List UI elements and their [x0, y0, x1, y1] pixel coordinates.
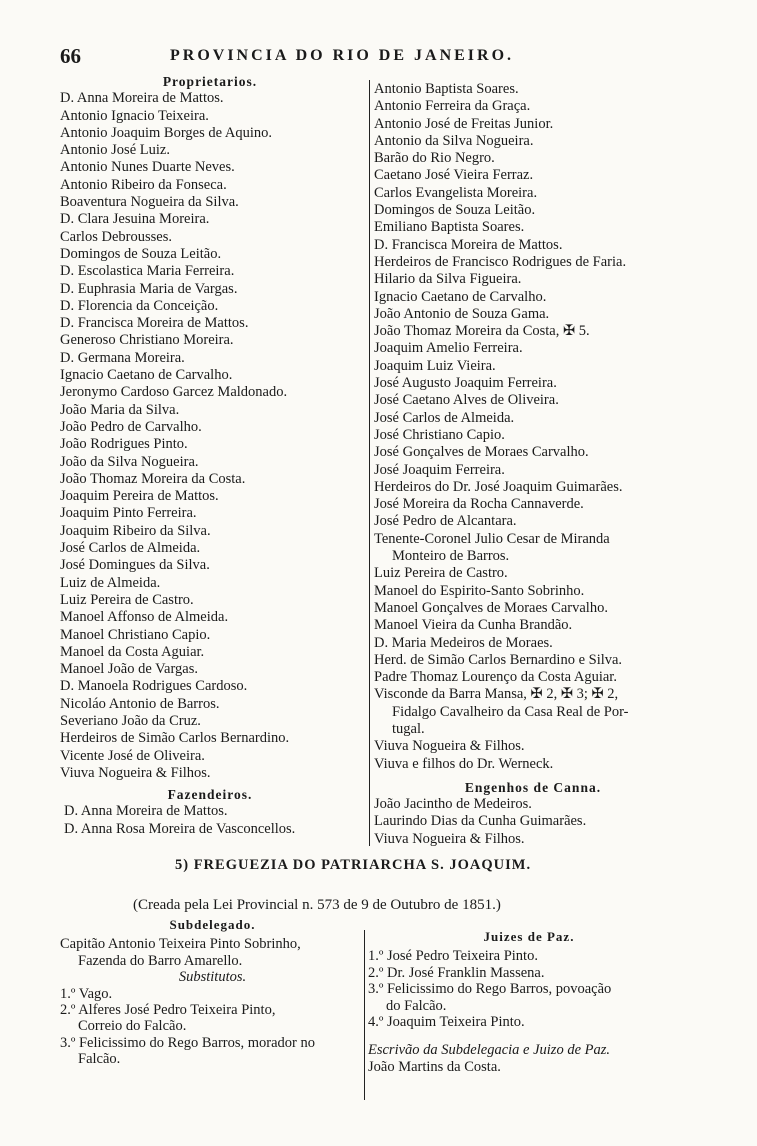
subdelegado-line: Capitão Antonio Teixeira Pinto Sobrinho,: [60, 936, 301, 953]
proprietario-entry: Tenente-Coronel Julio Cesar de Miranda: [374, 530, 610, 547]
proprietario-entry: Barão do Rio Negro.: [374, 150, 495, 167]
substituto-line: 3.º Felicissimo do Rego Barros, morador no: [60, 1034, 315, 1051]
proprietario-entry: Manoel da Costa Aguiar.: [60, 643, 205, 660]
proprietario-entry: Generoso Christiano Moreira.: [60, 332, 234, 349]
proprietario-entry: João Maria da Silva.: [60, 401, 180, 418]
fazendeiro-entry: D. Anna Rosa Moreira de Vasconcellos.: [64, 820, 296, 837]
proprietario-entry: Antonio Ribeiro da Fonseca.: [60, 176, 227, 193]
proprietario-entry: Viuva Nogueira & Filhos.: [374, 738, 525, 755]
proprietario-entry: Manoel Gonçalves de Moraes Carvalho.: [374, 599, 608, 616]
proprietario-entry: João Thomaz Moreira da Costa, ✠ 5.: [374, 323, 590, 340]
proprietario-entry: Boaventura Nogueira da Silva.: [60, 194, 239, 211]
proprietario-entry: Herdeiros de Simão Carlos Bernardino.: [60, 730, 290, 747]
fazendeiro-entry: D. Anna Moreira de Mattos.: [64, 803, 228, 820]
page-number: 66: [60, 44, 81, 68]
proprietario-entry: Antonio José Luiz.: [60, 142, 170, 159]
proprietario-entry: Vicente José de Oliveira.: [60, 747, 205, 764]
juizes-heading: Juizes de Paz.: [483, 929, 575, 944]
proprietario-entry: Hilario da Silva Figueira.: [374, 271, 522, 288]
proprietario-entry: Herdeiros de Francisco Rodrigues de Faria.: [374, 253, 627, 270]
proprietario-entry: Herd. de Simão Carlos Bernardino e Silva.: [374, 651, 623, 668]
proprietario-entry: José Joaquim Ferreira.: [374, 461, 505, 478]
proprietario-entry: Joaquim Ribeiro da Silva.: [60, 522, 211, 539]
proprietario-entry: Monteiro de Barros.: [392, 548, 510, 565]
proprietario-entry: José Carlos de Almeida.: [60, 540, 201, 557]
proprietario-entry: D. Florencia da Conceição.: [60, 297, 219, 314]
proprietario-entry: D. Escolastica Maria Ferreira.: [60, 263, 235, 280]
proprietario-entry: Antonio Nunes Duarte Neves.: [60, 159, 235, 176]
proprietario-entry: Domingos de Souza Leitão.: [374, 202, 536, 219]
engenho-entry: Laurindo Dias da Cunha Guimarães.: [374, 813, 587, 830]
proprietario-entry: D. Francisca Moreira de Mattos.: [60, 315, 249, 332]
substituto-line: Correio do Falcão.: [78, 1018, 187, 1035]
proprietario-entry: José Domingues da Silva.: [60, 557, 210, 574]
proprietario-entry: Antonio José de Freitas Junior.: [374, 115, 554, 132]
proprietario-entry: José Pedro de Alcantara.: [374, 513, 517, 530]
proprietario-entry: Antonio da Silva Nogueira.: [374, 132, 534, 149]
left-column: [60, 73, 360, 838]
proprietario-entry: Carlos Evangelista Moreira.: [374, 184, 538, 201]
engenho-entry: Viuva Nogueira & Filhos.: [374, 830, 525, 847]
section-title: 5) FREGUEZIA DO PATRIARCHA S. JOAQUIM.: [175, 857, 532, 873]
proprietario-entry: Ignacio Caetano de Carvalho.: [374, 288, 547, 305]
proprietario-entry: Antonio Ferreira da Graça.: [374, 98, 531, 115]
column-divider: [369, 80, 370, 846]
proprietario-entry: Manoel João de Vargas.: [60, 661, 198, 678]
proprietario-entry: Manoel Christiano Capio.: [60, 626, 211, 643]
proprietario-entry: João Antonio de Souza Gama.: [374, 305, 550, 322]
proprietario-entry: Joaquim Pereira de Mattos.: [60, 488, 219, 505]
proprietario-entry: Viuva e filhos do Dr. Werneck.: [374, 755, 554, 772]
subdelegado-line: Fazenda do Barro Amarello.: [78, 952, 243, 969]
proprietario-entry: João da Silva Nogueira.: [60, 453, 199, 470]
proprietario-entry: Ignacio Caetano de Carvalho.: [60, 367, 233, 384]
proprietario-entry: João Pedro de Carvalho.: [60, 418, 202, 435]
proprietario-entry: D. Maria Medeiros de Moraes.: [374, 634, 553, 651]
engenho-entry: João Jacintho de Medeiros.: [374, 796, 532, 813]
proprietario-entry: José Moreira da Rocha Cannaverde.: [374, 496, 584, 513]
substituto-line: Falcão.: [78, 1051, 121, 1068]
juiz-line: do Falcão.: [386, 997, 447, 1014]
proprietario-entry: D. Germana Moreira.: [60, 349, 185, 366]
engenhos-heading: Engenhos de Canna.: [464, 779, 602, 795]
proprietario-entry: D. Anna Moreira de Mattos.: [60, 90, 224, 107]
juiz-line: 1.º José Pedro Teixeira Pinto.: [368, 948, 538, 965]
proprietario-entry: Domingos de Souza Leitão.: [60, 245, 222, 262]
proprietario-entry: Luiz de Almeida.: [60, 574, 161, 591]
proprietario-entry: José Carlos de Almeida.: [374, 409, 515, 426]
proprietario-entry: Antonio Ignacio Teixeira.: [60, 107, 209, 124]
right-list: [374, 81, 692, 773]
proprietario-entry: D. Clara Jesuina Moreira.: [60, 211, 210, 228]
proprietario-entry: Antonio Joaquim Borges de Aquino.: [60, 124, 272, 141]
juiz-line: 3.º Felicissimo do Rego Barros, povoação: [368, 981, 612, 998]
proprietario-entry: João Rodrigues Pinto.: [60, 436, 188, 453]
proprietario-entry: Luiz Pereira de Castro.: [60, 591, 194, 608]
proprietario-entry: D. Francisca Moreira de Mattos.: [374, 236, 563, 253]
proprietario-entry: Emiliano Baptista Soares.: [374, 219, 525, 236]
substituto-line: 1.º Vago.: [60, 985, 113, 1002]
proprietario-entry: Viuva Nogueira & Filhos.: [60, 764, 211, 781]
proprietarios-list: [60, 90, 360, 782]
proprietario-entry: Luiz Pereira de Castro.: [374, 565, 508, 582]
proprietario-entry: Manoel Affonso de Almeida.: [60, 609, 229, 626]
proprietario-entry: Fidalgo Cavalheiro da Casa Real de Por-: [392, 703, 629, 720]
proprietario-entry: Antonio Baptista Soares.: [374, 81, 519, 97]
engenhos-list: [374, 796, 692, 848]
juiz-line: 2.º Dr. José Franklin Massena.: [368, 964, 545, 981]
proprietario-entry: Joaquim Amelio Ferreira.: [374, 340, 523, 357]
escrivao-heading: Escrivão da Subdelegacia e Juizo de Paz.: [368, 1042, 611, 1059]
proprietario-entry: Manoel do Espirito-Santo Sobrinho.: [374, 582, 585, 599]
bottom-right-column: [368, 929, 690, 1075]
running-head: PROVINCIA DO RIO DE JANEIRO.: [170, 47, 515, 64]
juiz-line: 4.º Joaquim Teixeira Pinto.: [368, 1014, 525, 1031]
proprietario-entry: Joaquim Pinto Ferreira.: [60, 505, 197, 522]
proprietario-entry: Carlos Debrousses.: [60, 228, 172, 245]
proprietarios-heading: Proprietarios.: [162, 74, 258, 89]
proprietario-entry: Herdeiros do Dr. José Joaquim Guimarães.: [374, 478, 623, 495]
substituto-line: 2.º Alferes José Pedro Teixeira Pinto,: [60, 1002, 276, 1019]
proprietario-entry: José Christiano Capio.: [374, 426, 505, 443]
proprietario-entry: Manoel Vieira da Cunha Brandão.: [374, 617, 573, 634]
proprietario-entry: José Gonçalves de Moraes Carvalho.: [374, 444, 589, 461]
proprietario-entry: Jeronymo Cardoso Garcez Maldonado.: [60, 384, 288, 401]
subdelegado-heading: Subdelegado.: [169, 917, 256, 932]
escrivao-name: João Martins da Costa.: [368, 1058, 501, 1075]
proprietario-entry: José Caetano Alves de Oliveira.: [374, 392, 559, 409]
proprietario-entry: Caetano José Vieira Ferraz.: [374, 167, 534, 184]
section-subtitle: (Creada pela Lei Provincial n. 573 de 9 de Outubro de 1851.): [133, 897, 501, 913]
proprietario-entry: Visconde da Barra Mansa, ✠ 2, ✠ 3; ✠ 2,: [374, 686, 619, 703]
bottom-left-column: [60, 917, 365, 1068]
fazendeiros-heading: Fazendeiros.: [167, 787, 253, 803]
proprietario-entry: Padre Thomaz Lourenço da Costa Aguiar.: [374, 669, 617, 686]
substitutos-heading: Substitutos.: [178, 969, 247, 986]
proprietario-entry: D. Manoela Rodrigues Cardoso.: [60, 678, 248, 695]
proprietario-entry: João Thomaz Moreira da Costa.: [60, 470, 246, 487]
proprietario-entry: tugal.: [392, 720, 425, 737]
fazendeiros-list: [60, 803, 360, 838]
proprietario-entry: José Augusto Joaquim Ferreira.: [374, 375, 557, 392]
proprietario-entry: D. Euphrasia Maria de Vargas.: [60, 280, 238, 297]
right-column: [374, 81, 692, 848]
proprietario-entry: Nicoláo Antonio de Barros.: [60, 695, 220, 712]
proprietario-entry: Severiano João da Cruz.: [60, 712, 201, 729]
proprietario-entry: Joaquim Luiz Vieira.: [374, 357, 496, 374]
